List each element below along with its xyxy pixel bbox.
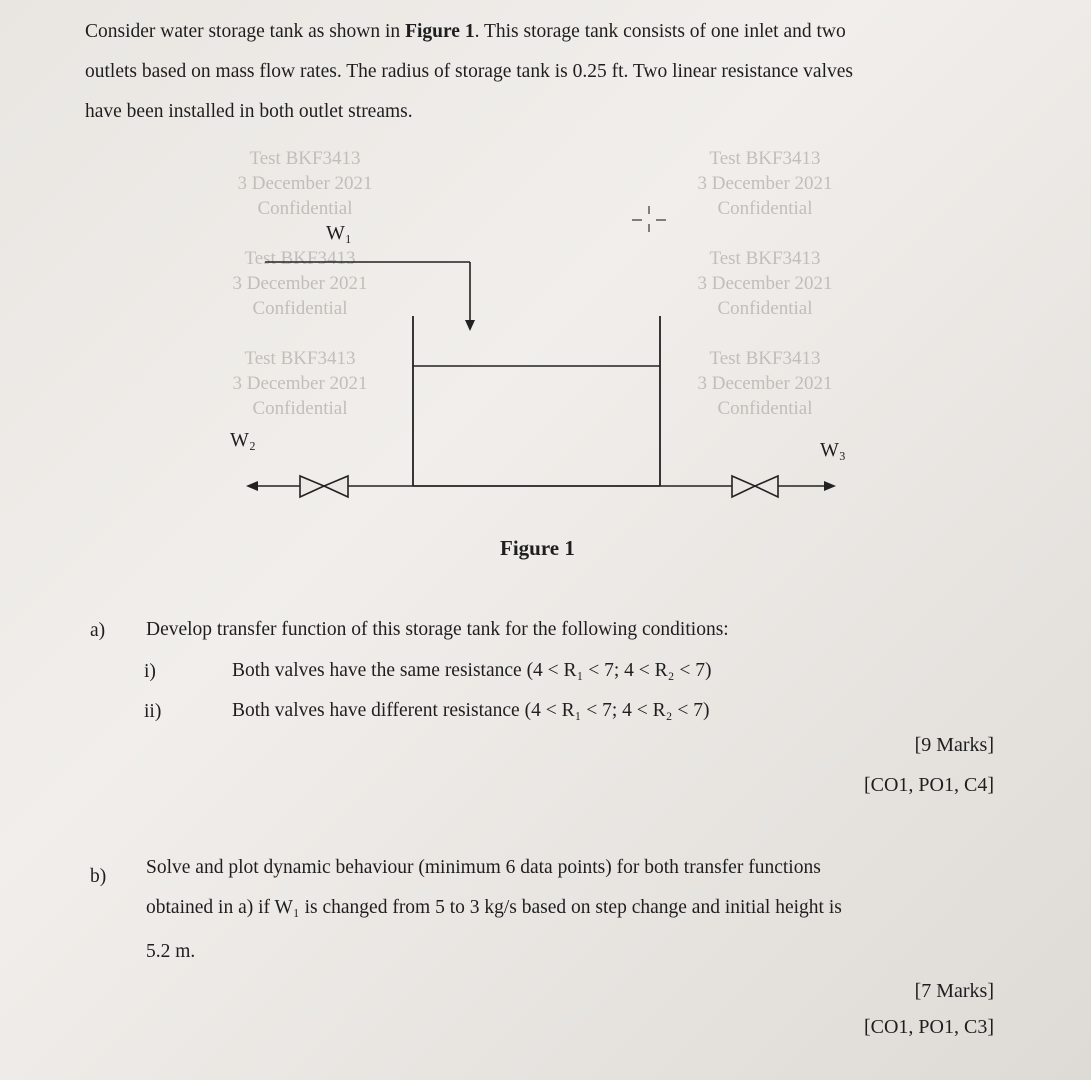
question-a-outcomes: [CO1, PO1, C4] [863, 774, 994, 796]
question-b-letter: b) [90, 866, 107, 887]
left-valve-icon [300, 476, 348, 497]
intro-line-2: outlets based on mass flow rates. The radius of storage tank is 0.25 ft. Two linear resistance valves [85, 61, 853, 82]
figure-caption: Figure 1 [500, 536, 575, 560]
watermark: Test BKF3413 3 December 2021 Confidential [697, 148, 833, 219]
inlet-pipe [265, 262, 470, 322]
question-a-marks: [9 Marks] [914, 734, 994, 756]
intro-line-1: Consider water storage tank as shown in Figure 1. This storage tank consists of one inlet and two [85, 21, 846, 42]
watermark: Test BKF3413 3 December 2021 Confidential [232, 348, 368, 419]
question-a-text: Develop transfer function of this storage tank for the following conditions: [146, 619, 729, 640]
watermark: Test BKF3413 3 December 2021 Confidential [237, 148, 373, 219]
crosshair-mark [632, 206, 666, 232]
tank-walls [413, 316, 660, 486]
intro-line-3: have been installed in both outlet streams. [85, 101, 413, 122]
question-a-item-text: Both valves have the same resistance (4 < R₁ < 7; 4 < R₂ < 7) [232, 660, 712, 681]
question-a-letter: a) [90, 620, 106, 641]
question-b-marks: [7 Marks] [914, 980, 994, 1002]
label-w1: W₁ [326, 222, 352, 244]
question-b-line-1: Solve and plot dynamic behaviour (minimum 6 data points) for both transfer functions [146, 857, 821, 878]
right-valve-icon [732, 476, 778, 497]
label-w2: W₂ [230, 429, 256, 451]
right-outlet-arrow-head [824, 481, 836, 491]
question-a-item-number: i) [144, 661, 156, 682]
figure-reference: Figure 1 [405, 21, 475, 42]
watermark: Test BKF3413 3 December 2021 Confidential [697, 248, 833, 319]
watermark: Test BKF3413 3 December 2021 Confidential [232, 248, 368, 319]
left-outlet-arrow-head [246, 481, 258, 491]
watermark: Test BKF3413 3 December 2021 Confidential [697, 348, 833, 419]
question-b-line-2: obtained in a) if W₁ is changed from 5 to 3 kg/s based on step change and initial height is [146, 897, 842, 918]
inlet-arrow-head [465, 320, 475, 331]
question-a-item-number: ii) [144, 701, 162, 722]
label-w3: W₃ [820, 439, 846, 461]
question-a-item-text: Both valves have different resistance (4 < R₁ < 7; 4 < R₂ < 7) [232, 700, 710, 721]
question-b-outcomes: [CO1, PO1, C3] [863, 1016, 994, 1038]
question-b-line-3: 5.2 m. [146, 941, 196, 962]
